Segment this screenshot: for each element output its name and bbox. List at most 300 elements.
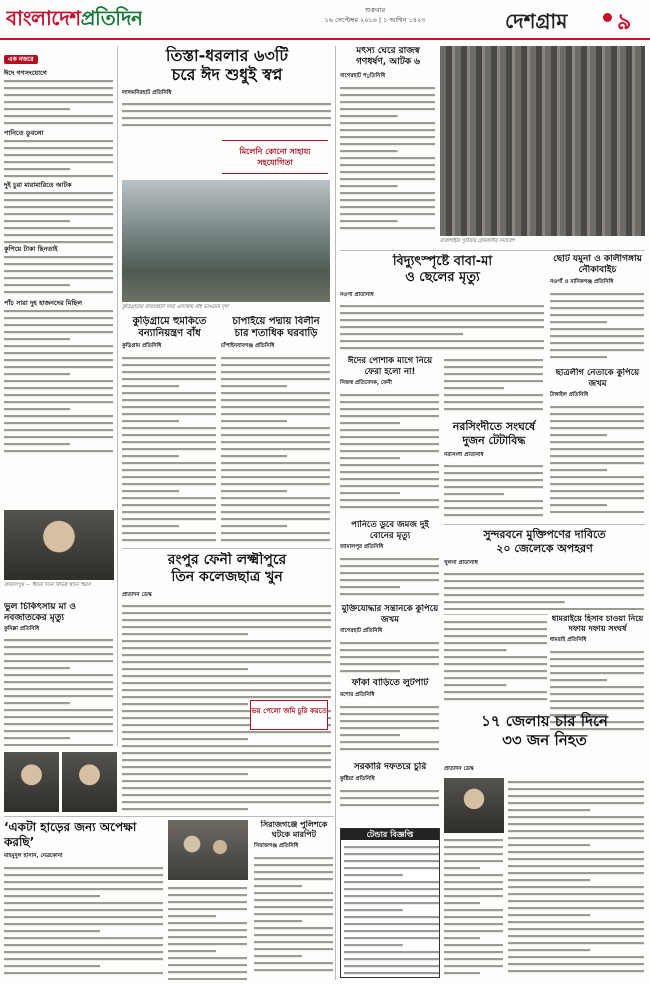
- text-line: [122, 773, 248, 775]
- text-line: [340, 670, 400, 672]
- tista-lead: [122, 100, 332, 130]
- text-line: [340, 642, 439, 644]
- eid-poshak-credit: নিজস্ব প্রতিবেদক, ফেনী: [340, 380, 392, 386]
- brief-title: ঈদে গণসংযোগে: [4, 69, 47, 77]
- text-line: [4, 241, 113, 243]
- text-line: [340, 436, 439, 438]
- chapai-credit: চাঁপাইনবাবগঞ্জ প্রতিনিধি: [221, 343, 275, 349]
- text-line: [340, 579, 439, 581]
- text-line: [168, 929, 247, 931]
- dateline-date: ১৬ সেপ্টেম্বর ২০১৬ | ১ আশ্বিন ১৪২৩: [324, 15, 426, 24]
- page-number: ৯: [617, 10, 632, 35]
- text-line: [340, 319, 544, 321]
- text-line: [4, 930, 100, 932]
- text-line: [122, 808, 248, 810]
- text-line: [344, 867, 440, 869]
- text-line: [550, 693, 644, 695]
- text-line: [4, 867, 163, 869]
- chaar-dine-headline-1: ১৭ জেলায় চার দিনে: [481, 712, 608, 730]
- chhatra-league-credit: টাঙ্গাইল প্রতিনিধি: [550, 392, 589, 398]
- text-line: [550, 406, 644, 408]
- text-line: [4, 94, 113, 96]
- text-line: [444, 373, 543, 375]
- text-line: [122, 633, 248, 635]
- text-line: [508, 907, 644, 909]
- section-rule: [122, 548, 332, 549]
- text-line: [4, 902, 163, 904]
- text-line: [122, 689, 331, 691]
- text-line: [4, 345, 113, 347]
- text-line: [340, 797, 439, 799]
- text-line: [4, 646, 113, 648]
- text-line: [444, 366, 543, 368]
- text-line: [508, 823, 644, 825]
- text-line: [550, 658, 644, 660]
- text-line: [221, 490, 287, 492]
- text-line: [4, 958, 163, 960]
- text-line: [344, 909, 403, 911]
- text-line: [340, 727, 439, 729]
- text-line: [340, 185, 398, 187]
- text-line: [4, 937, 163, 939]
- text-line: [168, 943, 247, 945]
- text-line: [550, 349, 644, 351]
- text-line: [4, 80, 113, 82]
- narsingdi-body: [444, 462, 544, 520]
- text-line: [4, 667, 70, 669]
- sarkari-credit: কুষ্টিয়া প্রতিনিধি: [340, 776, 375, 782]
- text-line: [340, 422, 400, 424]
- text-line: [340, 206, 435, 208]
- text-line: [254, 934, 333, 936]
- chapai-headline-1: চাপাইয়ে পদ্মায় বিলীন: [232, 316, 320, 327]
- text-line: [122, 469, 216, 471]
- rangpur-headline-2: তিন কলেজছাত্র খুন: [171, 569, 283, 585]
- text-line: [4, 161, 113, 163]
- text-line: [122, 406, 216, 408]
- text-line: [340, 734, 400, 736]
- text-line: [4, 422, 113, 424]
- text-line: [444, 965, 503, 967]
- text-line: [508, 837, 644, 839]
- text-line: [4, 352, 113, 354]
- text-line: [4, 674, 113, 676]
- text-line: [4, 317, 113, 319]
- text-line: [344, 944, 403, 946]
- text-line: [122, 801, 331, 803]
- text-line: [122, 675, 331, 677]
- muktijoddha-story: [340, 604, 440, 674]
- text-line: [4, 154, 113, 156]
- text-line: [508, 781, 644, 783]
- text-line: [254, 962, 333, 964]
- text-line: [550, 356, 607, 358]
- body-text-lines: [444, 356, 544, 416]
- text-line: [4, 168, 70, 170]
- text-line: [4, 965, 100, 967]
- chaar-dine-text-top: [444, 618, 548, 708]
- text-line: [444, 635, 547, 637]
- text-line: [444, 677, 547, 679]
- text-line: [4, 723, 113, 725]
- text-line: [254, 920, 302, 922]
- text-line: [340, 101, 435, 103]
- text-line: [221, 504, 330, 506]
- muktijoddha-headline: মুক্তিযোদ্ধার সন্তানকে কুপিয়ে জখম: [341, 604, 439, 625]
- text-line: [340, 340, 544, 342]
- narsingdi-story: [444, 452, 544, 522]
- tender-ad-title: টেন্ডার বিজ্ঞপ্তি: [341, 829, 439, 840]
- text-line: [340, 457, 400, 459]
- text-line: [168, 971, 247, 973]
- text-line: [508, 970, 644, 972]
- body-text-lines: [508, 778, 645, 978]
- ekta-harer-photo: [168, 820, 248, 880]
- text-line: [550, 293, 644, 295]
- text-line: [4, 909, 163, 911]
- text-line: [4, 199, 113, 201]
- text-line: [444, 642, 547, 644]
- text-line: [122, 745, 331, 747]
- text-line: [340, 394, 439, 396]
- text-line: [4, 380, 113, 382]
- text-line: [122, 605, 331, 607]
- text-line: [444, 888, 503, 890]
- text-line: [122, 668, 248, 670]
- text-line: [4, 213, 113, 215]
- text-line: [508, 893, 644, 895]
- text-line: [508, 872, 644, 874]
- section-rule: [4, 816, 334, 817]
- text-line: [340, 312, 544, 314]
- text-line: [254, 941, 333, 943]
- body-text-lines: [221, 354, 331, 544]
- text-line: [4, 653, 113, 655]
- text-line: [168, 908, 247, 910]
- text-line: [550, 511, 644, 513]
- bidyut-body: [340, 302, 545, 350]
- text-line: [508, 802, 644, 804]
- text-line: [122, 364, 216, 366]
- text-line: [4, 730, 113, 732]
- sundarbans-credit: খুলনা প্রতিনিধি: [444, 560, 478, 566]
- section-rule: [444, 524, 645, 525]
- text-line: [4, 147, 113, 149]
- text-line: [508, 886, 644, 888]
- monsa-story: [340, 46, 436, 246]
- tista-headline-2: চরে ঈদ শুধুই স্বপ্ন: [171, 65, 283, 84]
- text-line: [122, 626, 331, 628]
- text-line: [508, 949, 590, 951]
- logo-green-text: প্রতিদিন: [80, 6, 143, 30]
- body-text-lines: [550, 290, 645, 360]
- text-line: [4, 387, 113, 389]
- text-line: [444, 656, 547, 658]
- text-line: [508, 844, 590, 846]
- text-line: [4, 695, 113, 697]
- text-line: [444, 649, 506, 651]
- text-line: [550, 441, 644, 443]
- text-line: [340, 450, 439, 452]
- text-line: [340, 804, 439, 806]
- text-line: [221, 413, 330, 415]
- text-line: [4, 401, 113, 403]
- sarkari-body: [340, 787, 440, 812]
- bidyut-story: [340, 292, 545, 352]
- text-line: [168, 978, 247, 980]
- text-line: [4, 331, 113, 333]
- text-line: [344, 881, 440, 883]
- text-line: [254, 885, 302, 887]
- chhoto-jamuna-credit: নওগাঁ ও মানিকগঞ্জ প্রতিনিধি: [550, 279, 614, 285]
- text-line: [221, 497, 330, 499]
- text-line: [221, 539, 330, 541]
- text-line: [340, 748, 439, 750]
- text-line: [254, 969, 333, 971]
- text-line: [508, 865, 644, 867]
- text-line: [508, 942, 644, 944]
- kushtia-headline-2: বন্যানিয়ন্ত্রণ বাঁধ: [138, 328, 201, 339]
- text-line: [221, 455, 287, 457]
- ekta-harer-body-2: [168, 884, 248, 980]
- chapai-headline-2: চার শতাধিক ঘরবাড়ি: [234, 328, 318, 339]
- bidyut-headline-2: ও ছেলের মৃত্যু: [405, 270, 480, 285]
- text-line: [254, 927, 333, 929]
- chaar-dine-credit: প্রতিদিন ডেস্ক: [444, 766, 474, 772]
- text-line: [550, 455, 644, 457]
- sirajganj-headline: সিরাজগঞ্জে পুলিশকে ঘটকে মারপিট: [260, 820, 328, 839]
- text-line: [4, 175, 113, 177]
- body-text-lines: [4, 636, 114, 746]
- dhamrai-headline: ধামরাইয়ে হিসাব চাওয়া নিয়ে দফায় দফায় সংঘর্ষ: [551, 614, 644, 633]
- fanka-bari-credit: যশোর প্রতিনিধি: [340, 692, 375, 698]
- text-line: [122, 504, 216, 506]
- text-line: [4, 291, 113, 293]
- text-line: [168, 894, 247, 896]
- text-line: [340, 464, 439, 466]
- left-story-headline: ভুল চিকিৎসায় মা ও নবজাতকের মৃত্যু: [4, 602, 77, 623]
- tender-ad-body: [341, 840, 439, 978]
- narsingdi-credit: নরসিংদী প্রতিনিধি: [444, 452, 484, 458]
- text-line: [4, 359, 113, 361]
- text-line: [340, 108, 435, 110]
- text-line: [344, 853, 440, 855]
- victim-photo: [4, 752, 59, 812]
- text-line: [340, 213, 435, 215]
- text-line: [550, 490, 644, 492]
- text-line: [122, 661, 331, 663]
- body-text-lines: [340, 391, 440, 511]
- text-line: [4, 394, 113, 396]
- monsa-credit: বাগেরহাট প्रতিনিধি: [340, 73, 386, 79]
- ekta-harer-story: [4, 820, 164, 980]
- text-line: [4, 101, 113, 103]
- text-line: [344, 860, 440, 862]
- body-text-lines: [340, 787, 440, 812]
- text-line: [444, 465, 543, 467]
- text-line: [340, 150, 398, 152]
- text-line: [344, 958, 440, 960]
- text-line: [4, 206, 113, 208]
- narsingdi-headline-2: দুজন টেটাবিদ্ধ: [462, 434, 526, 447]
- masthead: [0, 0, 650, 40]
- text-line: [122, 619, 331, 621]
- text-line: [508, 935, 644, 937]
- text-line: [4, 688, 113, 690]
- text-line: [344, 888, 440, 890]
- text-line: [550, 707, 644, 709]
- body-text-lines: [444, 462, 544, 520]
- text-line: [254, 948, 333, 950]
- text-line: [340, 478, 439, 480]
- muktijoddha-body: [340, 639, 440, 674]
- text-line: [444, 867, 480, 869]
- text-line: [550, 462, 644, 464]
- text-line: [444, 493, 504, 495]
- chaar-dine-body: [508, 778, 645, 978]
- text-line: [444, 930, 503, 932]
- left-photo-caption: জামালপুর — ঈদের দিনে বিভিন্ন স্থানে স্মরণ: [4, 582, 91, 588]
- text-line: [340, 192, 435, 194]
- text-line: [508, 830, 644, 832]
- text-line: [340, 129, 435, 131]
- text-line: [122, 441, 216, 443]
- chaar-dine-story: [444, 766, 645, 980]
- text-line: [340, 347, 544, 349]
- text-line: [444, 909, 503, 911]
- text-line: [444, 580, 644, 582]
- text-line: [444, 387, 504, 389]
- text-line: [444, 874, 503, 876]
- brief-body: [4, 307, 114, 457]
- fanka-bari-body: [340, 703, 440, 753]
- text-line: [122, 103, 331, 105]
- text-line: [550, 328, 644, 330]
- text-line: [4, 443, 70, 445]
- text-line: [4, 234, 113, 236]
- text-line: [340, 593, 439, 595]
- bidyut-headline-1: বিদ্যুৎস্পৃষ্টে বাবা-মা: [392, 254, 493, 269]
- text-line: [340, 471, 439, 473]
- text-line: [444, 608, 644, 610]
- text-line: [340, 305, 544, 307]
- text-line: [4, 256, 113, 258]
- text-line: [340, 326, 544, 328]
- sundarbans-body: [444, 570, 645, 610]
- text-line: [340, 94, 435, 96]
- body-text-lines: [550, 403, 645, 513]
- text-line: [122, 124, 331, 126]
- text-line: [444, 628, 547, 630]
- text-line: [340, 443, 439, 445]
- text-line: [4, 716, 113, 718]
- left-photo: [4, 510, 114, 580]
- text-line: [444, 895, 503, 897]
- text-line: [340, 227, 435, 229]
- text-line: [4, 108, 70, 110]
- text-line: [221, 420, 287, 422]
- section-label: [505, 3, 645, 35]
- section-name: দেশগ্রাম: [505, 9, 568, 33]
- text-line: [508, 921, 644, 923]
- text-line: [508, 928, 644, 930]
- text-line: [550, 469, 607, 471]
- pani-dube-body: [340, 555, 440, 600]
- text-line: [221, 525, 287, 527]
- chhatra-league-story: [550, 368, 645, 518]
- text-line: [340, 656, 439, 658]
- text-line: [550, 335, 644, 337]
- text-line: [340, 178, 435, 180]
- fanka-bari-story: [340, 678, 440, 758]
- chhatra-league-headline: ছাত্রলীগ নেতাকে কুপিয়ে জখম: [555, 368, 640, 389]
- text-line: [444, 408, 543, 410]
- text-line: [340, 333, 463, 335]
- kushtia-headline-1: কুড়িগ্রামে হুমকিতে: [132, 316, 207, 327]
- body-text-lines: [444, 618, 548, 704]
- text-line: [444, 601, 565, 603]
- text-line: [550, 672, 644, 674]
- text-line: [168, 887, 247, 889]
- tista-headline-1: তিস্তা-ধরলার ৬৩টি: [165, 46, 289, 65]
- text-line: [4, 923, 163, 925]
- text-line: [4, 310, 113, 312]
- text-line: [254, 906, 333, 908]
- text-line: [122, 525, 179, 527]
- text-line: [4, 737, 70, 739]
- text-line: [444, 937, 480, 939]
- text-line: [444, 380, 543, 382]
- briefs-column: [4, 46, 114, 506]
- text-line: [444, 698, 547, 700]
- text-line: [340, 572, 439, 574]
- body-text-lines: [340, 302, 545, 350]
- text-line: [550, 342, 644, 344]
- text-line: [4, 415, 113, 417]
- text-line: [508, 788, 644, 790]
- ekta-harer-credit: মাহমুদুল হাসান, নেত্রকোনা: [4, 853, 63, 859]
- text-line: [4, 373, 70, 375]
- text-line: [122, 511, 216, 513]
- text-line: [340, 87, 435, 89]
- body-text-lines: [4, 77, 114, 129]
- text-line: [122, 371, 216, 373]
- body-text-lines: [4, 189, 114, 245]
- text-line: [550, 314, 644, 316]
- text-line: [340, 199, 435, 201]
- dhamrai-credit: ধামরাই প্রতিনিধি: [550, 637, 587, 643]
- chhoto-jamuna-headline: ছোট যমুনা ও কালীগঙ্গায় নৌকাবাইচ: [553, 254, 642, 275]
- text-line: [122, 647, 331, 649]
- text-line: [444, 958, 503, 960]
- chaar-dine-body-2: [444, 836, 504, 976]
- pani-dube-credit: জামালপুর প্রতিনিধি: [340, 544, 384, 550]
- ekta-harer-body: [4, 864, 164, 979]
- chaar-dine-headline-block: [444, 712, 645, 762]
- kushtia-body: [122, 354, 217, 544]
- text-line: [444, 587, 644, 589]
- body-text-lines: [340, 84, 436, 234]
- body-text-lines: [444, 836, 504, 976]
- text-line: [444, 944, 503, 946]
- text-line: [550, 427, 644, 429]
- dateline-day: শুক্রবার: [364, 6, 386, 14]
- text-line: [550, 476, 644, 478]
- sirajganj-credit: সিরাজগঞ্জ প্রতিনিধি: [254, 843, 299, 849]
- text-line: [4, 951, 163, 953]
- text-line: [444, 923, 503, 925]
- text-line: [444, 902, 480, 904]
